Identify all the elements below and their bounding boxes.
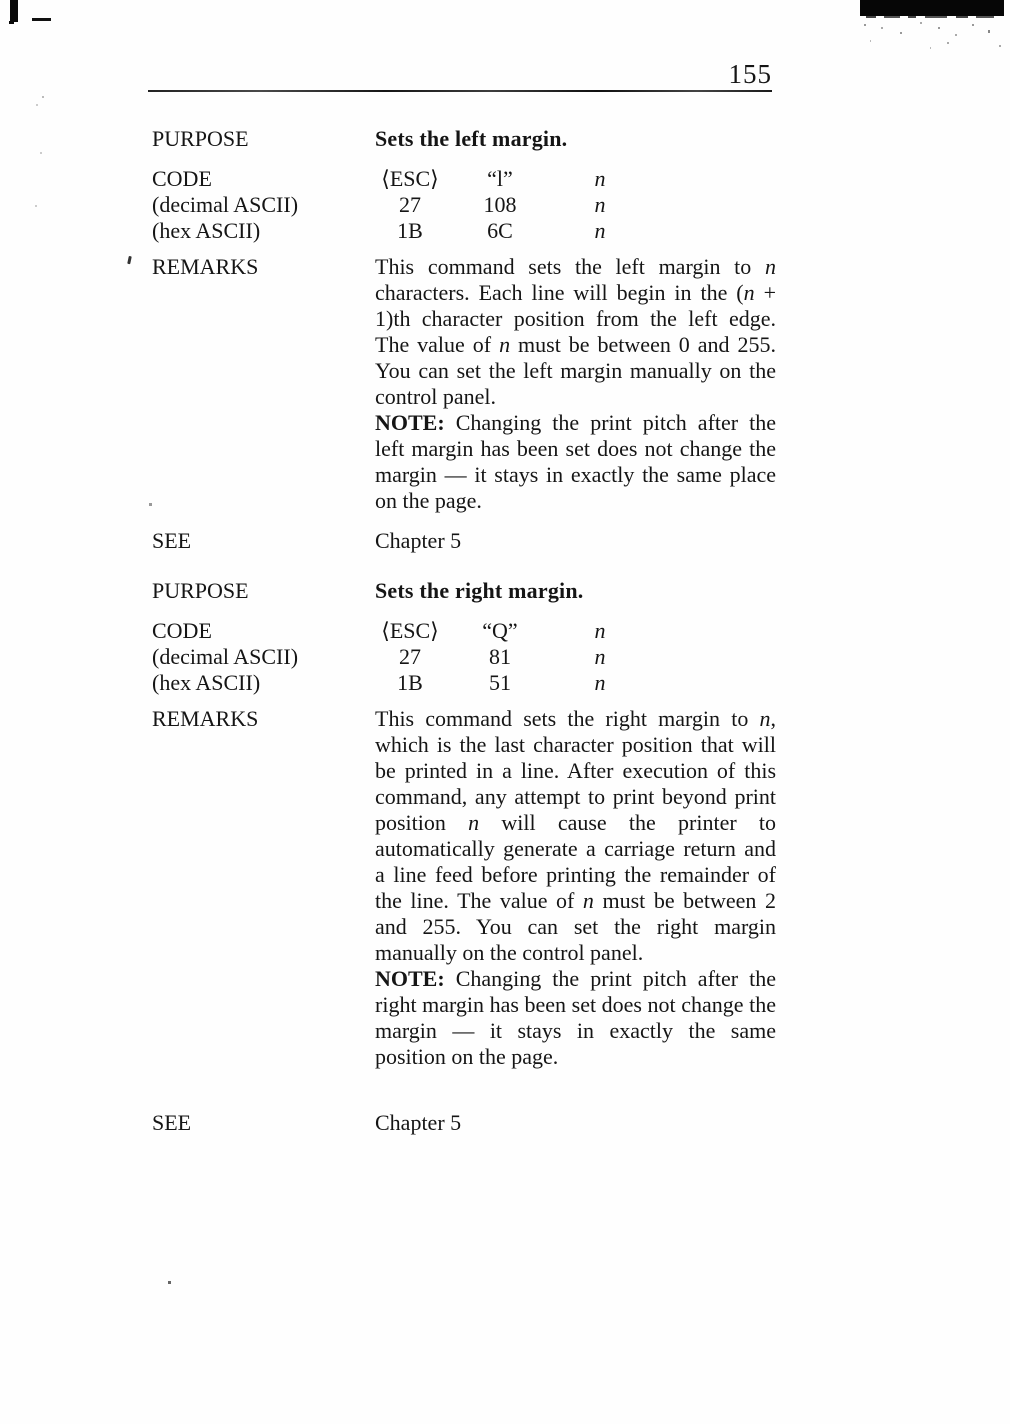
code-hex-label: (hex ASCII) xyxy=(152,670,261,695)
code-hex-char: 6C xyxy=(487,218,513,243)
code-decimal-n: n xyxy=(594,644,606,669)
note-paragraph: NOTE: Changing the print pitch after the left margin has been set does not change the margin — it stays in exactly the same place on the page. xyxy=(375,410,776,513)
remarks-row xyxy=(152,706,776,1096)
page-content xyxy=(152,126,776,1136)
purpose-label: PURPOSE xyxy=(152,126,249,151)
code-decimal-label: (decimal ASCII) xyxy=(152,644,299,669)
code-hex-char: 51 xyxy=(489,670,511,695)
see-label: SEE xyxy=(152,528,192,553)
remarks-text xyxy=(375,706,776,1096)
code-decimal-n: n xyxy=(594,192,606,217)
see-text: Chapter 5 xyxy=(375,528,462,553)
code-label: CODE xyxy=(152,166,212,191)
code-decimal-esc: 27 xyxy=(399,644,421,669)
purpose-row xyxy=(152,578,776,604)
code-char-cell: “Q” xyxy=(482,618,518,643)
purpose-text: Sets the right margin. xyxy=(375,578,584,603)
code-decimal-char: 81 xyxy=(489,644,511,669)
code-hex-esc: 1B xyxy=(397,218,423,243)
see-row xyxy=(152,1110,776,1136)
see-label: SEE xyxy=(152,1110,192,1135)
code-esc-cell: ⟨ESC⟩ xyxy=(381,618,439,643)
code-decimal-label: (decimal ASCII) xyxy=(152,192,299,217)
code-hex-n: n xyxy=(594,218,606,243)
header-rule xyxy=(148,90,772,92)
see-row xyxy=(152,528,776,554)
code-char-cell: “l” xyxy=(487,166,513,191)
code-n-cell: n xyxy=(594,166,606,191)
note-paragraph: NOTE: Changing the print pitch after the right margin has been set does not change the margin — it stays in exactly the same position on the page. xyxy=(375,966,776,1069)
remarks-paragraph: This command sets the left margin to n characters. Each line will begin in the (n + 1)th character position from the left edge. The value of n must be between 0 and 255. You can set the left margin manually on the control panel. xyxy=(375,254,776,409)
remarks-text xyxy=(375,254,776,514)
code-hex-n: n xyxy=(594,670,606,695)
purpose-label: PURPOSE xyxy=(152,578,249,603)
see-text: Chapter 5 xyxy=(375,1110,462,1135)
code-decimal-esc: 27 xyxy=(399,192,421,217)
remarks-label: REMARKS xyxy=(152,254,259,279)
remarks-paragraph: This command sets the right margin to n, which is the last character position that will be printed in a line. After execution of this command, any attempt to print beyond print position n will cause the printer to automatically generate a carriage return and a line feed before printing the remainder of the line. The value of n must be between 2 and 255. You can set the right margin manually on the control panel. xyxy=(375,706,776,965)
code-table xyxy=(152,166,776,244)
remarks-label: REMARKS xyxy=(152,706,259,731)
purpose-row xyxy=(152,126,776,152)
code-decimal-char: 108 xyxy=(483,192,517,217)
code-n-cell: n xyxy=(594,618,606,643)
purpose-text: Sets the left margin. xyxy=(375,126,568,151)
page-number: 155 xyxy=(728,59,772,89)
code-esc-cell: ⟨ESC⟩ xyxy=(381,166,439,191)
code-table xyxy=(152,618,776,696)
code-hex-esc: 1B xyxy=(397,670,423,695)
code-label: CODE xyxy=(152,618,212,643)
remarks-row xyxy=(152,254,776,514)
code-hex-label: (hex ASCII) xyxy=(152,218,261,243)
